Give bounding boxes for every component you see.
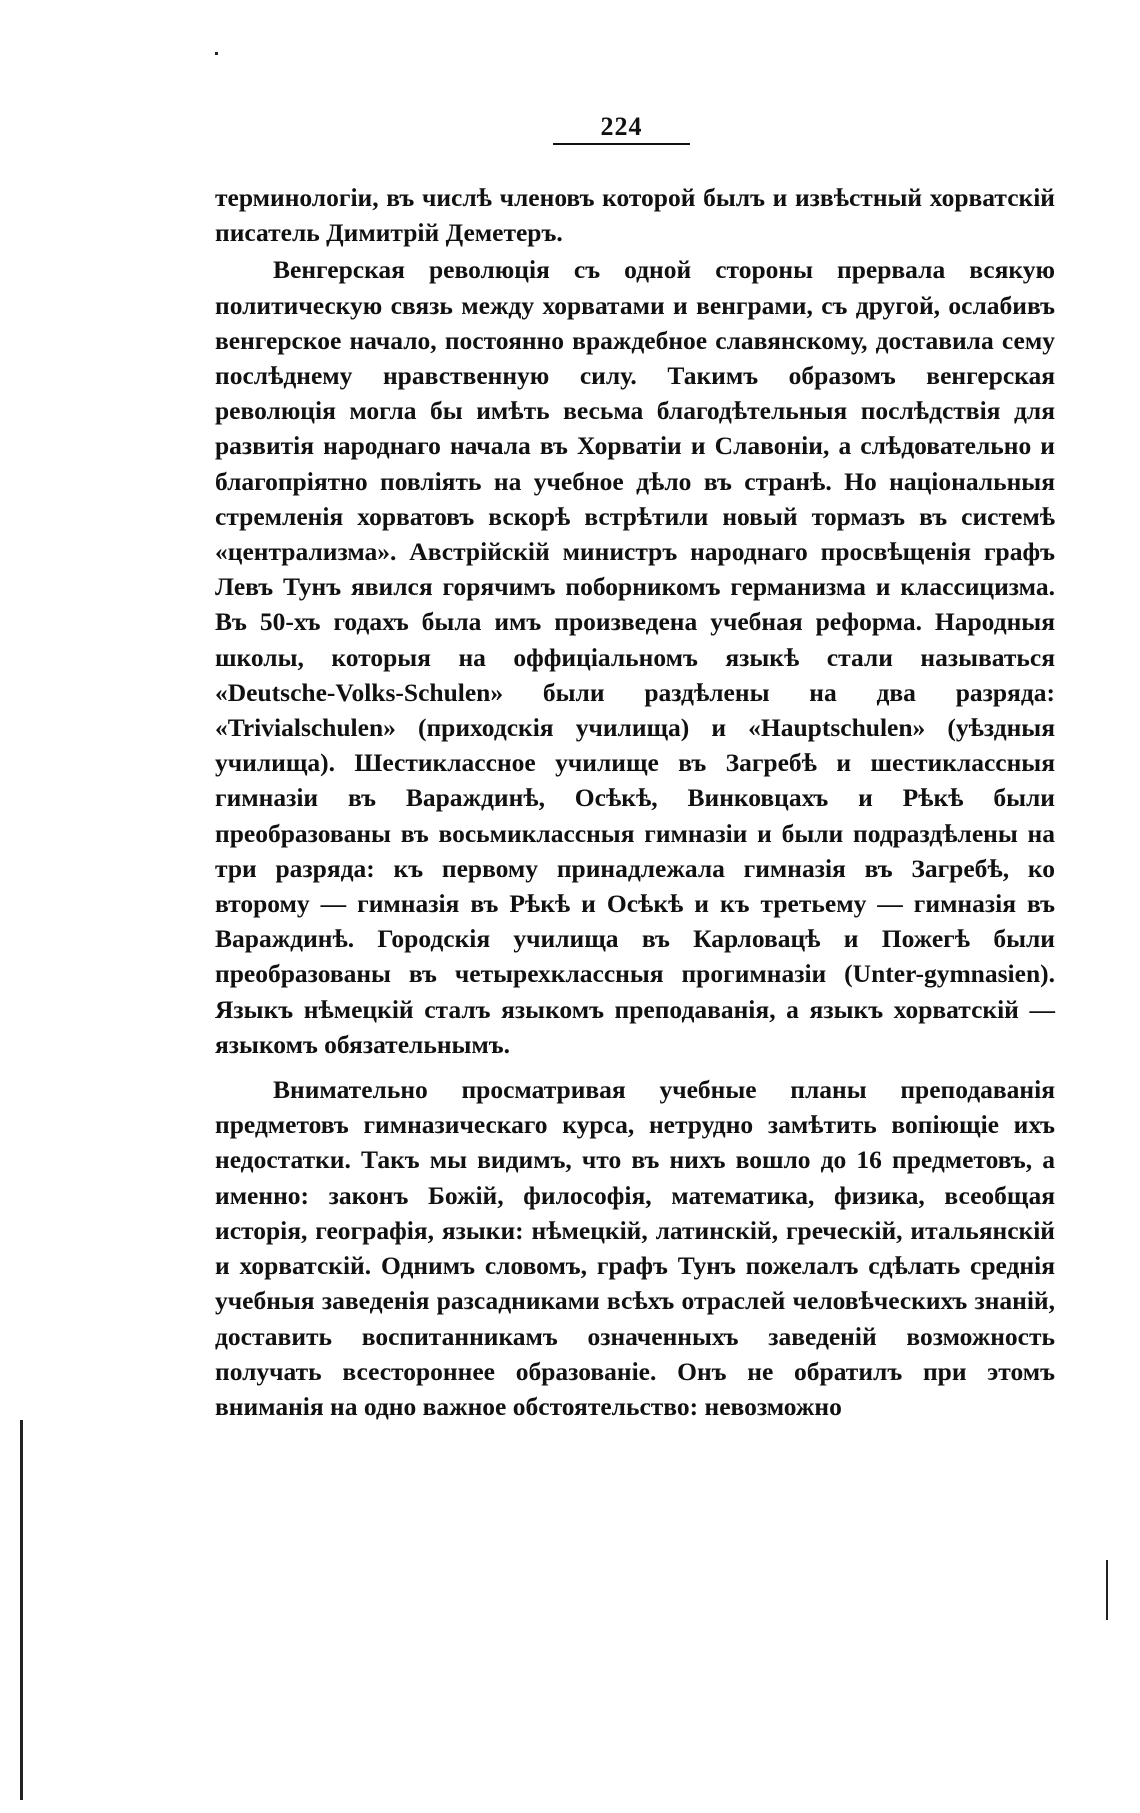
page-number: 224 <box>600 112 643 141</box>
body-text <box>215 180 1055 1424</box>
scan-edge-mark <box>1106 1560 1108 1620</box>
paragraph-revolution-reform: Венгерская революція съ одной стороны прервала всякую политическую связь между хорватами и венграми, съ другой, ослабивъ венгерское начало, постоянно враждебное славянскому, доставила сему послѣднему нравственную силу. Такимъ образомъ венгерская революція могла бы имѣть весьма благодѣтельныя послѣдствія для развитія народнаго начала въ Хорватіи и Славоніи, а слѣдовательно и благопріятно повліять на учебное дѣло въ странѣ. Но національныя стремленія хорватовъ вскорѣ встрѣтили новый тормазъ въ системѣ «централизма». Австрійскій министръ народнаго просвѣщенія графъ Левъ Тунъ явился горячимъ поборникомъ германизма и классицизма. Въ 50-хъ годахъ была имъ произведена учебная реформа. Народныя школы, которыя на оффиціальномъ языкѣ стали называться «Deutsche-Volks-Schulen» были раздѣлены на два разряда: «Trivialschulen» (приходскія училища) и «Hauptschulen» (уѣздныя училища). Шестиклассное училище въ Загребѣ и шестиклассныя гимназіи въ Вараждинѣ, Осѣкѣ, Винковцахъ и Рѣкѣ были преобразованы въ восьмиклассныя гимназіи и были подраздѣлены на три разряда: къ первому принадлежала гимназія въ Загребѣ, ко второму — гимназія въ Рѣкѣ и Осѣкѣ и къ третьему — гимназія въ Вараждинѣ. Городскія училища въ Карловацѣ и Пожегѣ были преобразованы въ четырехклассныя прогимназіи (Unter-gymnasien). Языкъ нѣмецкій сталъ языкомъ преподаванія, а языкъ хорватскій — языкомъ обязательнымъ. <box>215 255 1055 1059</box>
paragraph-curriculum: Внимательно просматривая учебные планы преподаванія предметовъ гимназическаго курса, нетрудно замѣтить вопіющіе ихъ недостатки. Такъ мы видимъ, что въ нихъ вошло до 16 предметовъ, а именно: законъ Божій, философія, математика, физика, всеобщая исторія, географія, языки: нѣмецкій, латинскій, греческій, итальянскій и хорватскій. Однимъ словомъ, графъ Тунъ пожелалъ сдѣлать среднія учебныя заведенія разсадниками всѣхъ отраслей человѣческихъ знаній, доставить воспитанникамъ означенныхъ заведеній возможность получать всестороннее образованіе. Онъ не обратилъ при этомъ вниманія на одно важное обстоятельство: невозможно <box>215 1075 1055 1421</box>
scan-speck <box>215 52 218 55</box>
scan-edge-mark <box>20 1420 23 1800</box>
page-number-rule <box>553 143 690 145</box>
paragraph-continuation: терминологіи, въ числѣ членовъ которой былъ и извѣстный хорватскій писатель Димитрій Деметеръ. <box>215 183 1055 248</box>
